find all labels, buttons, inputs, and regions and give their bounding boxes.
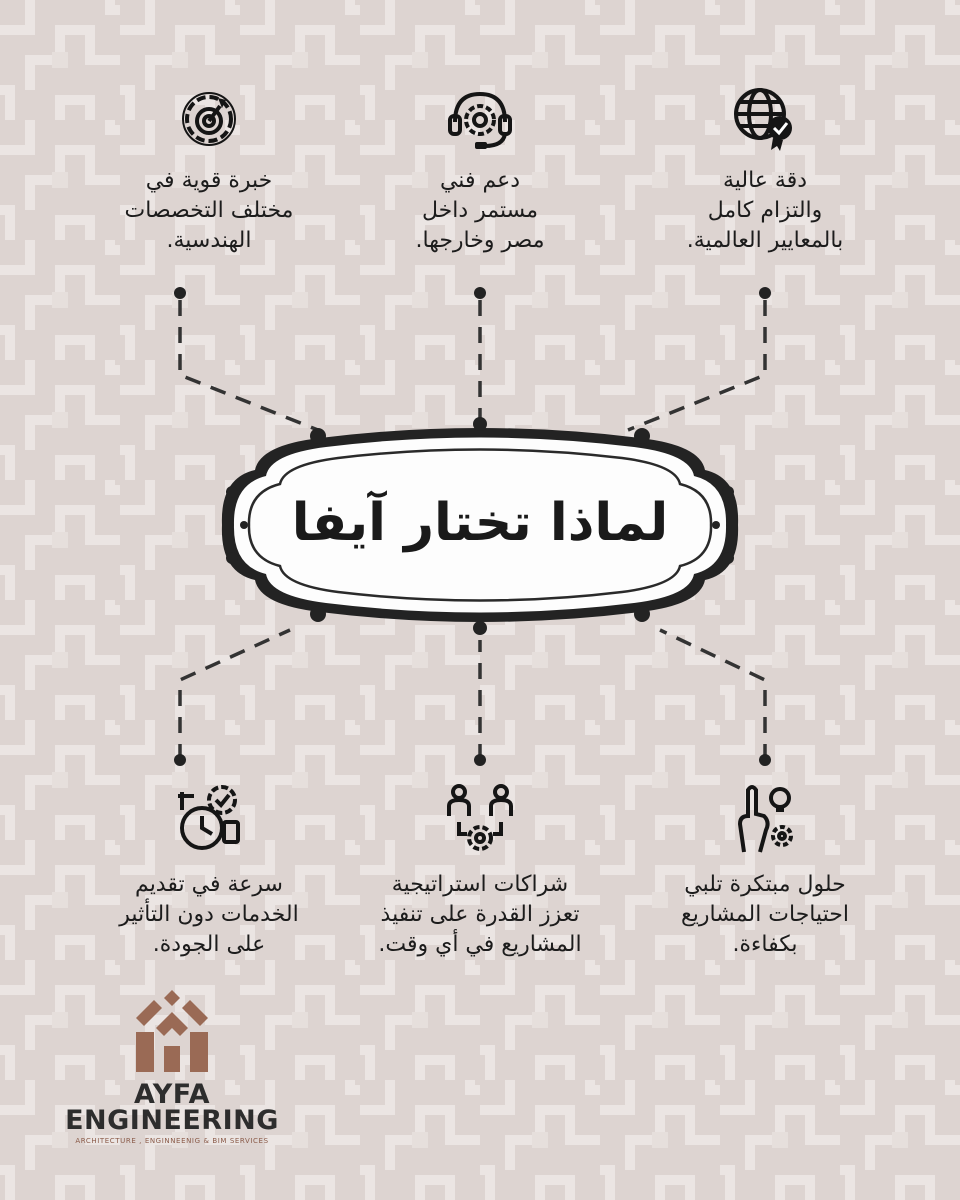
feature-speed	[84, 782, 334, 960]
ayfa-logo-mark	[132, 988, 212, 1078]
feature-expertise	[84, 84, 334, 256]
feature-text: شراكات استراتيجية تعزز القدرة على تنفيذ المشاريع في أي وقت.	[378, 872, 582, 957]
brand-name-line2: ENGINEERING	[65, 1105, 279, 1136]
feature-partnerships	[355, 782, 605, 960]
globe-badge-icon	[730, 84, 800, 154]
brand-tagline: ARCHITECTURE , ENGINNEENIG & BIM SERVICES	[75, 1137, 269, 1145]
feature-support	[355, 84, 605, 256]
headset-gear-icon	[445, 84, 515, 154]
feature-text: حلول مبتكرة تلبي احتياجات المشاريع بكفاءة.	[680, 872, 850, 957]
feature-innovation	[640, 782, 890, 960]
idea-hand-gear-icon	[730, 782, 800, 858]
gear-target-icon	[174, 84, 244, 154]
feature-text: سرعة في تقديم الخدمات دون التأثير على الجودة.	[119, 872, 299, 957]
feature-text: دقة عالية والتزام كامل بالمعايير العالمية.	[686, 168, 844, 253]
feature-text: خبرة قوية في مختلف التخصصات الهندسية.	[124, 168, 294, 253]
team-gear-icon	[445, 782, 515, 858]
clock-check-gear-icon	[174, 782, 244, 858]
brand-logo	[62, 988, 282, 1145]
feature-text: دعم فني مستمر داخل مصر وخارجها.	[415, 168, 545, 253]
page-title: لماذا تختار آيفا	[291, 493, 669, 553]
feature-precision	[640, 84, 890, 256]
brand-name-line1: AYFA	[133, 1079, 211, 1110]
